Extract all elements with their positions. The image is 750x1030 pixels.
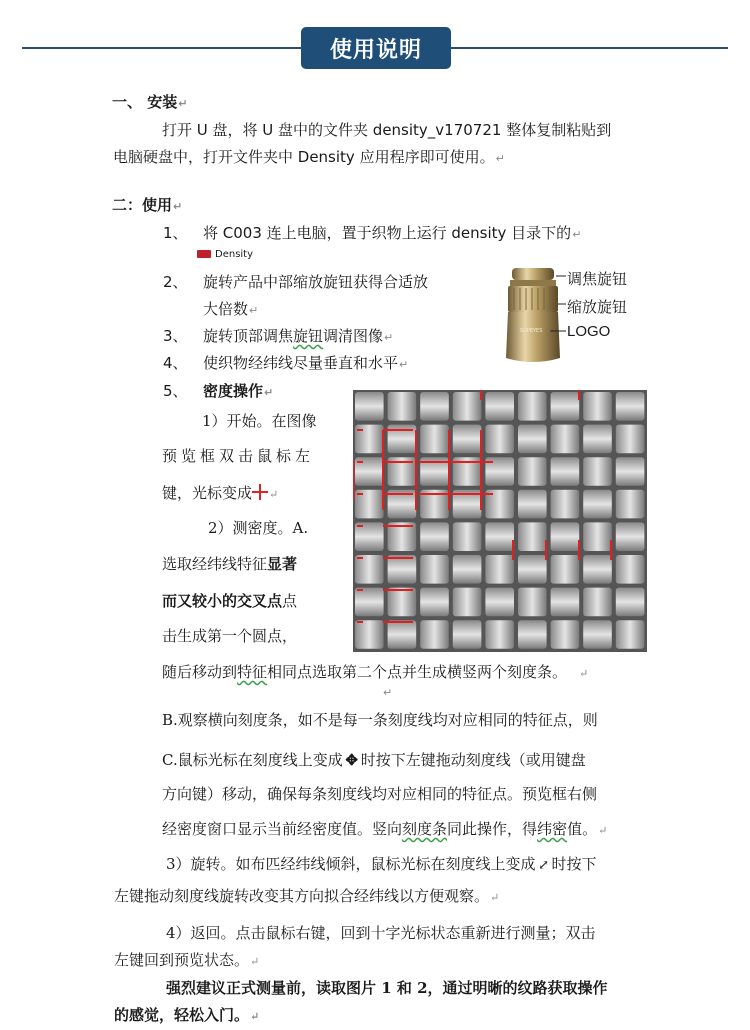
weave-cell xyxy=(616,425,645,454)
weave-cell xyxy=(420,522,449,551)
weave-cell xyxy=(616,522,645,551)
step3-text: 旋转顶部调焦旋钮调清图像↵ xyxy=(203,327,394,345)
op3-line1: 3）旋转。如布匹经纬线倾斜，鼠标光标在刻度线上变成 ⤢ 时按下 xyxy=(166,854,597,876)
weave-cell xyxy=(583,425,612,454)
weave-cell xyxy=(583,490,612,519)
label-focus-knob: 调焦旋钮 xyxy=(567,270,628,288)
step4-text: 使织物经纬线尽量垂直和水平↵ xyxy=(203,354,409,372)
weave-cell xyxy=(616,588,645,617)
weave-cell xyxy=(583,522,612,551)
weave-cell xyxy=(518,490,547,519)
weave-cell xyxy=(485,522,514,551)
section2-heading: 二：使用↵ xyxy=(112,196,183,214)
weave-cell xyxy=(518,425,547,454)
weave-cell xyxy=(616,555,645,584)
weave-cell xyxy=(551,392,580,421)
focus-knob-shape xyxy=(512,268,554,280)
op2-line4: 击生成第一个圆点， xyxy=(162,627,298,645)
weave-cell xyxy=(551,490,580,519)
weave-cell xyxy=(518,522,547,551)
crosshair-cursor-icon xyxy=(252,484,268,500)
step4-number: 4、 xyxy=(163,354,188,372)
weave-cell xyxy=(485,392,514,421)
weave-cell xyxy=(616,620,645,649)
weave-cell xyxy=(453,620,482,649)
weave-cell xyxy=(551,555,580,584)
weave-cell xyxy=(420,588,449,617)
weave-cell xyxy=(388,620,417,649)
weave-cell xyxy=(420,620,449,649)
rotate-cursor-icon: ⤢ xyxy=(538,858,549,873)
weave-cell xyxy=(420,555,449,584)
weave-cell xyxy=(485,425,514,454)
label-logo: LOGO xyxy=(567,323,611,340)
weave-cell xyxy=(616,457,645,486)
weave-cell xyxy=(583,588,612,617)
step2-number: 2、 xyxy=(163,273,188,291)
density-app-icon: Density xyxy=(197,249,253,261)
op2-line1: 2）测密度。A. xyxy=(208,519,309,537)
op1-line2: 预览框双击鼠标左 xyxy=(162,447,315,465)
weave-cell xyxy=(355,392,384,421)
note-line2: 的感觉，轻松入门。↵ xyxy=(114,1006,260,1024)
weave-cell xyxy=(583,620,612,649)
weave-cell xyxy=(355,555,384,584)
weave-cell xyxy=(518,555,547,584)
empty-paragraph-mark: ↵ xyxy=(383,686,393,699)
weave-cell xyxy=(485,620,514,649)
step5-text: 密度操作↵ xyxy=(203,382,274,400)
weave-cell xyxy=(453,392,482,421)
weave-cell xyxy=(355,620,384,649)
weave-cell xyxy=(485,555,514,584)
device-brand: SUPEYES xyxy=(520,328,543,334)
weave-cell xyxy=(355,588,384,617)
step2-line1: 旋转产品中部缩放旋钮获得合适放 xyxy=(203,273,429,291)
weave-cell xyxy=(355,425,384,454)
weave-cell xyxy=(485,588,514,617)
weave-cell xyxy=(551,425,580,454)
weave-cell xyxy=(420,425,449,454)
op1-line3: 键，光标变成 ↵ xyxy=(162,484,279,502)
step1-text: 将 C003 连上电脑，置于织物上运行 density 目录下的↵ xyxy=(203,224,582,242)
step1-number: 1、 xyxy=(163,224,188,242)
weave-cell xyxy=(518,457,547,486)
label-zoom-knob: 缩放旋钮 xyxy=(567,298,628,316)
page-title: 使用说明 xyxy=(301,27,451,69)
weave-cell xyxy=(453,555,482,584)
step5-number: 5、 xyxy=(163,382,188,400)
weave-cell xyxy=(453,588,482,617)
section1-line2: 电脑硬盘中，打开文件夹中 Density 应用程序即可使用。↵ xyxy=(113,148,505,166)
weave-cell xyxy=(518,588,547,617)
op4-line1: 4）返回。点击鼠标右键，回到十字光标状态重新进行测量；双击 xyxy=(166,924,596,942)
fabric-preview-image xyxy=(353,390,647,652)
op2-line5: 随后移动到特征相同点选取第二个点并生成横竖两个刻度条。 ↵ xyxy=(162,663,589,681)
weave-cell xyxy=(420,392,449,421)
op2-line2: 选取经纬线特征显著 xyxy=(162,555,298,573)
weave-cell xyxy=(583,457,612,486)
weave-cell xyxy=(551,522,580,551)
weave-cell xyxy=(388,588,417,617)
step2-line2: 大倍数↵ xyxy=(203,300,259,318)
opC-line3: 经密度窗口显示当前经密度值。竖向刻度条同此操作，得纬密值。↵ xyxy=(162,820,608,838)
weave-cell xyxy=(583,392,612,421)
move-cursor-icon: ✥ xyxy=(345,751,358,769)
note-line1: 强烈建议正式测量前，读取图片 1 和 2，通过明晰的纹路获取操作 xyxy=(166,979,608,997)
weave-cell xyxy=(518,620,547,649)
section1-line1: 打开 U 盘，将 U 盘中的文件夹 density_v170721 整体复制粘贴到 xyxy=(162,121,612,139)
weave-cell xyxy=(453,522,482,551)
weave-cell xyxy=(551,457,580,486)
weave-cell xyxy=(551,620,580,649)
step3-number: 3、 xyxy=(163,327,188,345)
op4-line2: 左键回到预览状态。↵ xyxy=(114,951,260,969)
weave-cell xyxy=(453,425,482,454)
section1-heading: 一、 安装↵ xyxy=(112,93,188,111)
opC-line2: 方向键）移动，确保每条刻度线均对应相同的特征点。预览框右侧 xyxy=(162,785,598,803)
weave-cell xyxy=(616,490,645,519)
weave-cell xyxy=(583,555,612,584)
weave-cell xyxy=(388,555,417,584)
op3-line2: 左键拖动刻度线旋转改变其方向拟合经纬线以方便观察。↵ xyxy=(114,887,500,905)
weave-cell xyxy=(388,425,417,454)
weave-cell xyxy=(388,392,417,421)
weave-cell xyxy=(616,392,645,421)
op2-line3: 而又较小的交叉点点 xyxy=(162,592,298,610)
opB-line: B.观察横向刻度条，如不是每一条刻度线均对应相同的特征点，则 xyxy=(162,711,598,729)
weave-cell xyxy=(551,588,580,617)
weave-cell xyxy=(518,392,547,421)
opC-line1: C.鼠标光标在刻度线上变成 ✥ 时按下左键拖动刻度线（或用键盘 xyxy=(162,751,586,769)
op1-line1: 1）开始。在图像 xyxy=(202,412,317,430)
